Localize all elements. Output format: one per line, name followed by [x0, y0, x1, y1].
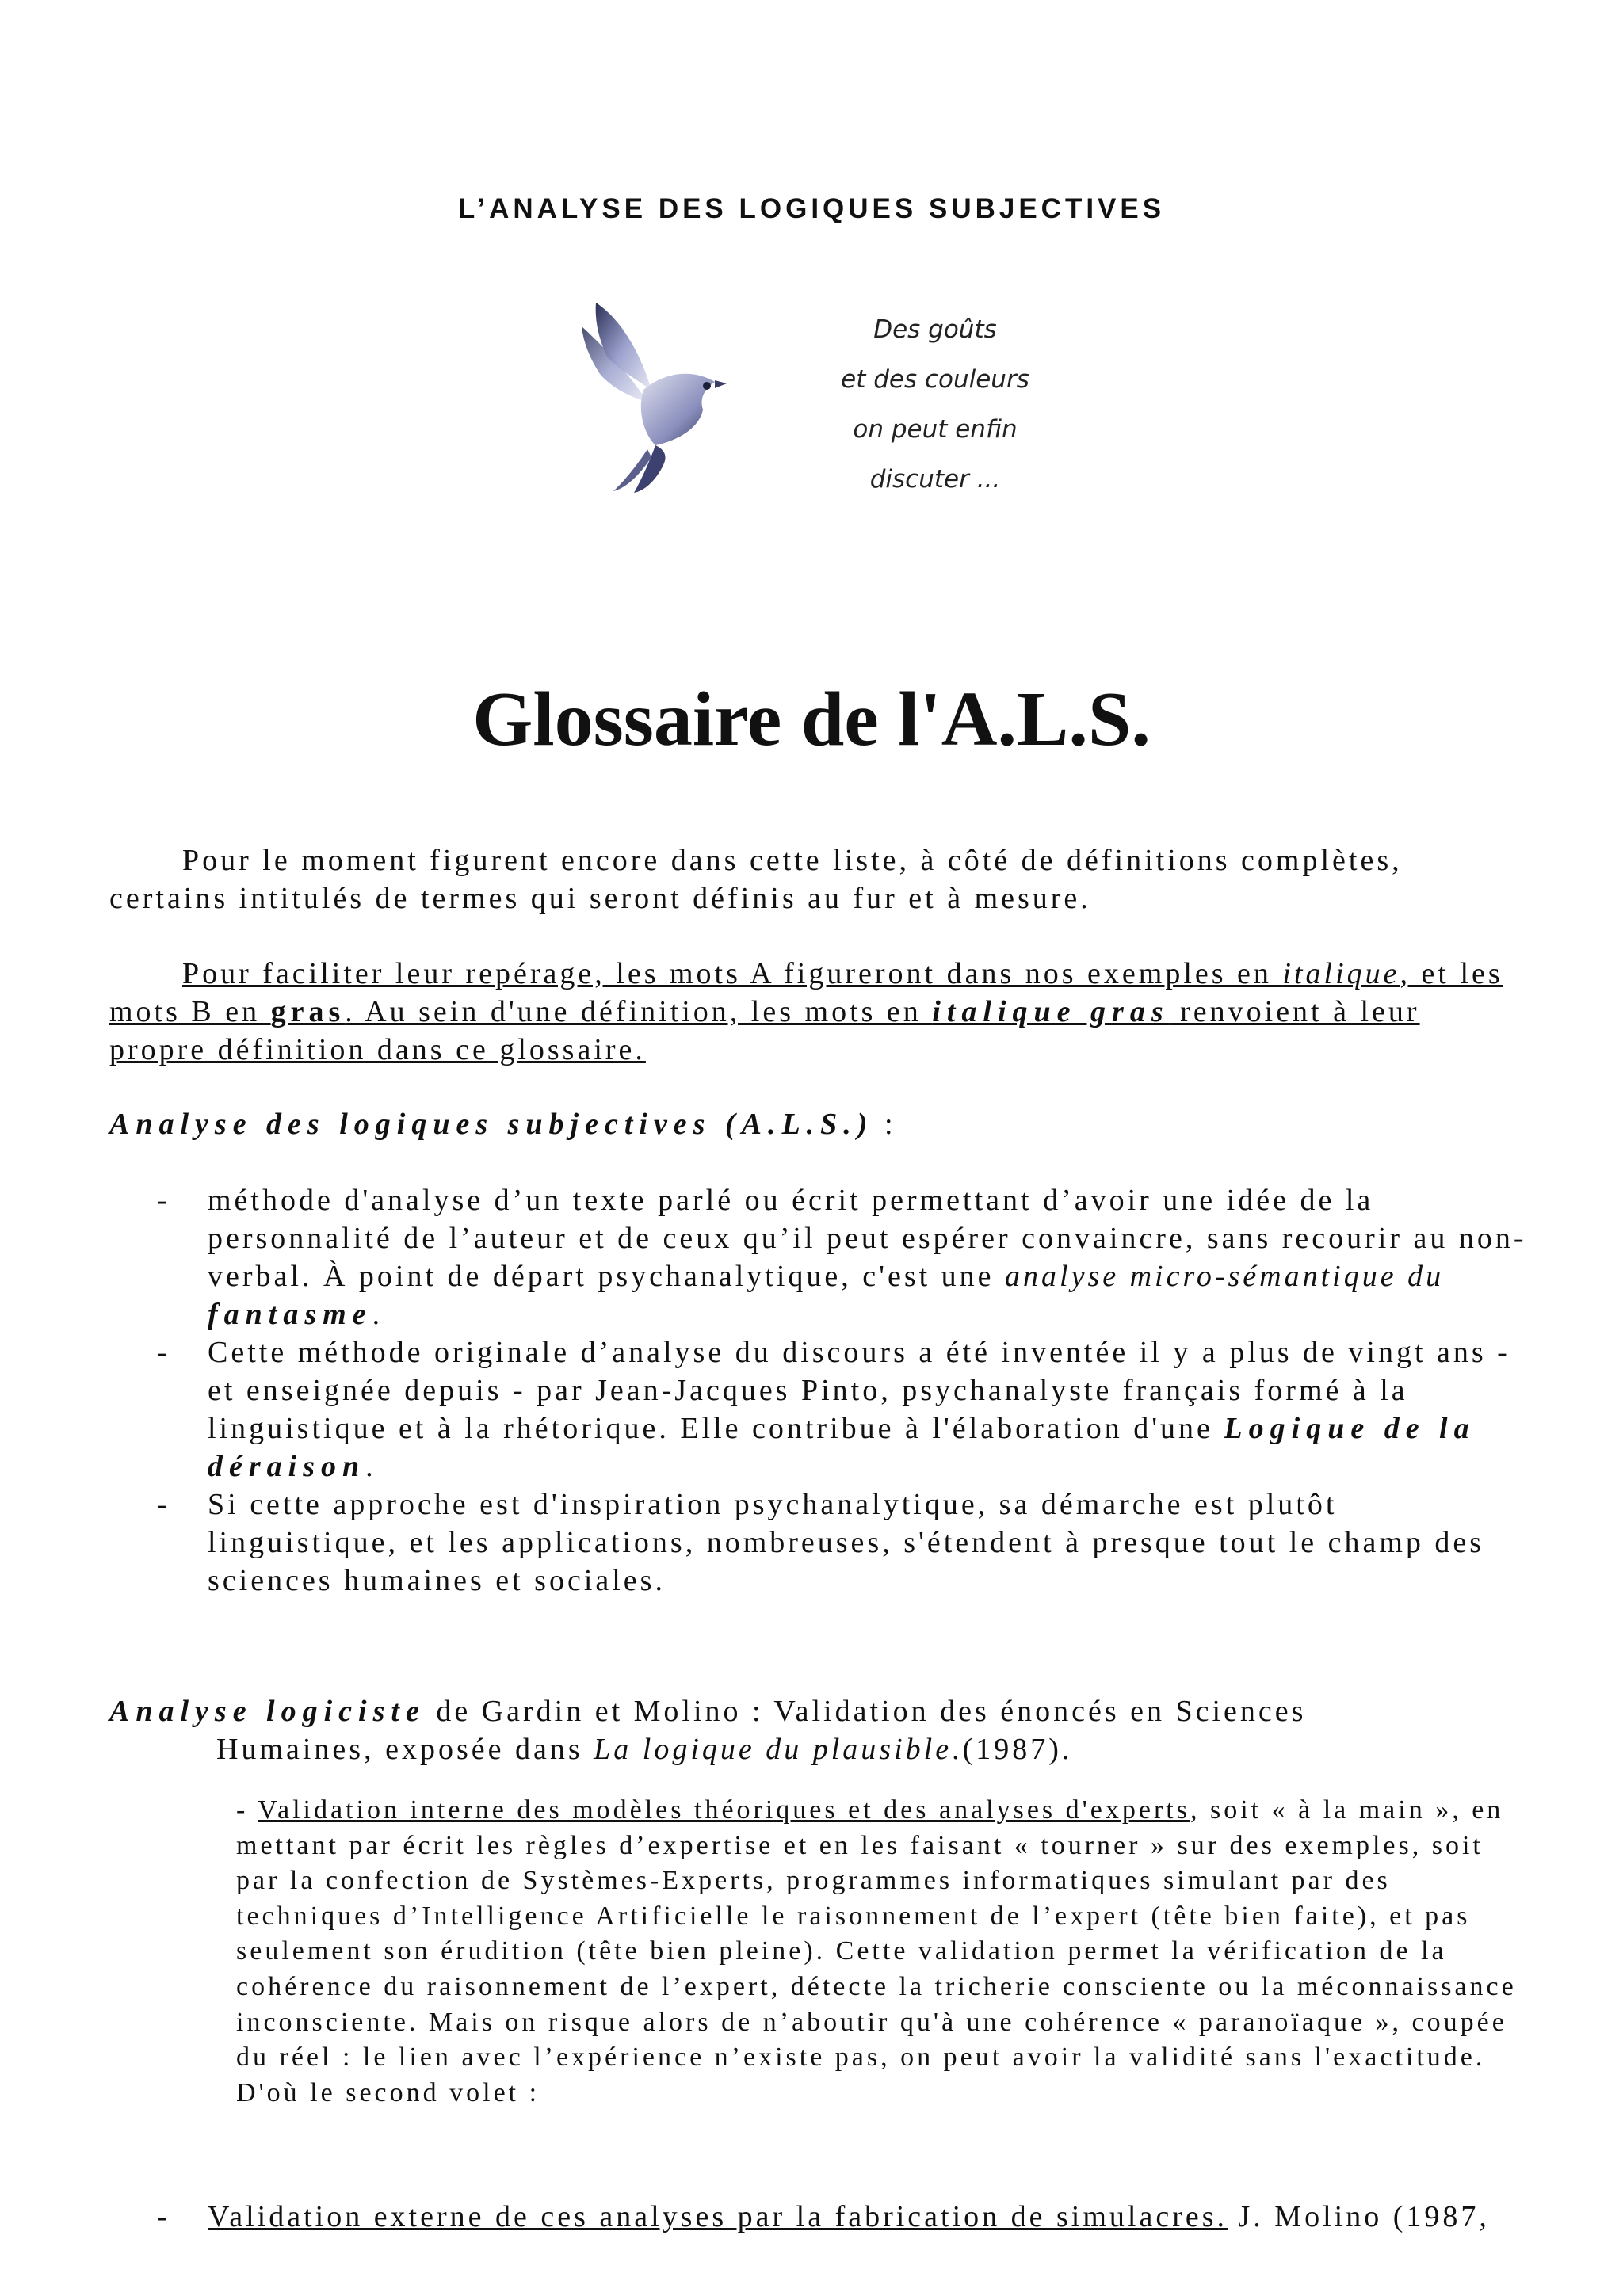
page-title: Glossaire de l'A.L.S. [472, 677, 1151, 762]
italic-example: italique [1282, 957, 1400, 990]
dove-illustration [564, 295, 739, 501]
definition-link-term: Logique de la déraison [208, 1412, 1476, 1483]
list-item [109, 1333, 1528, 1486]
term-colon: : [873, 1108, 896, 1141]
definition-text: .(1987). [952, 1733, 1073, 1766]
term-label: Analyse logiciste [109, 1695, 426, 1728]
definition-text: méthode d'analyse d’un texte parlé ou écrit permettant d’avoir une idée de la personnalité de l’auteur et de ceux qu’il peut espérer convaincre, sans recourir au non-verbal. À point de départ psychanalytique, c'est une [208, 1184, 1527, 1293]
sub-heading: Validation externe de ces analyses par la fabrication de simulacres. [208, 2200, 1228, 2233]
list-item [109, 2198, 1623, 2236]
motto-text [816, 305, 1054, 505]
definition-text: de Gardin et Molino : Validation des énoncés en Sciences [425, 1695, 1307, 1728]
definition-link-term: fantasme [208, 1298, 372, 1331]
definition-text: Humaines, exposée dans [216, 1733, 594, 1766]
list-dash: - [157, 1336, 170, 1369]
glossary-term-als [109, 1105, 896, 1143]
term-label: Analyse des logiques subjectives (A.L.S.) [109, 1108, 874, 1141]
intro-text: Pour faciliter leur repérage, les mots A figureront dans nos exemples en [182, 957, 1283, 990]
motto-line: et des couleurs [841, 365, 1029, 394]
list-dash: - [157, 1184, 170, 1217]
glossary-term-analyse-logiciste [109, 1692, 1306, 1768]
list-dash: - [157, 1488, 170, 1521]
definition-text: Si cette approche est d'inspiration psychanalytique, sa démarche est plutôt linguistique, et les applications, nombreuses, s'étendent à presque tout le champ des sciences humaines et sociales. [208, 1488, 1485, 1597]
book-title: La logique du plausible [594, 1733, 953, 1766]
motto-line: discuter ... [869, 465, 1001, 494]
list-item [109, 1181, 1528, 1333]
intro-text: , et les mots B en [109, 957, 1503, 1028]
list-item [109, 1486, 1528, 1600]
definition-text: , soit « à la main », en mettant par écrit les règles d’expertise et en les faisant « tourner » sur des exemples, soit par la confection de Systèmes-Experts, programmes informatiques simulant par des techniques d’Intelligence Artificielle le raisonnement de l’expert (tête bien faite), et pas seulement son érudition (tête bien pleine). Cette validation permet la vérification de la cohérence du raisonnement de l’expert, détecte la tricherie consciente ou la méconnaissance inconsciente. Mais on risque alors de n’aboutir qu'à une cohérence « paranoïaque », coupée du réel : le lien avec l’expérience n’existe pas, on peut avoir la validité sans l'exactitude. D'où le second volet : [236, 1795, 1517, 2107]
definition-text: . [365, 1450, 376, 1483]
definition-italic: analyse micro-sémantique du [1005, 1260, 1445, 1293]
sub-definition [236, 1793, 1528, 2111]
sub-dash: - [236, 1795, 258, 1825]
definition-text: . [372, 1298, 384, 1331]
intro-text: renvoient à leur propre définition dans ce glossaire. [109, 995, 1420, 1066]
definition-text: J. Molino (1987, [1228, 2200, 1490, 2233]
motto-line: on peut enfin [853, 415, 1018, 444]
intro-paragraph: Pour le moment figurent encore dans cette liste, à côté de définitions complètes, certains intitulés de termes qui seront définis au fur et à mesure. [109, 844, 1403, 915]
bolditalic-example: italique gras [932, 995, 1170, 1028]
intro-text: . Au sein d'une définition, les mots en [345, 995, 933, 1028]
intro-conventions-paragraph [109, 955, 1528, 1069]
list-dash: - [157, 2200, 170, 2233]
definition-text: Cette méthode originale d’analyse du discours a été inventée il y a plus de vingt ans - et enseignée depuis - par Jean-Jacques Pinto, psychanalyste français formé à la linguistique et à la rhétorique. Elle contribue à l'élaboration d'une [208, 1336, 1510, 1445]
definition-list [109, 1181, 1528, 1600]
definition-line [109, 1730, 1306, 1768]
bold-example: gras [270, 995, 346, 1028]
sub-heading: Validation interne des modèles théoriques et des analyses d'experts [258, 1795, 1190, 1825]
motto-line: Des goûts [873, 315, 997, 344]
document-header: L’ANALYSE DES LOGIQUES SUBJECTIVES [457, 193, 1166, 224]
